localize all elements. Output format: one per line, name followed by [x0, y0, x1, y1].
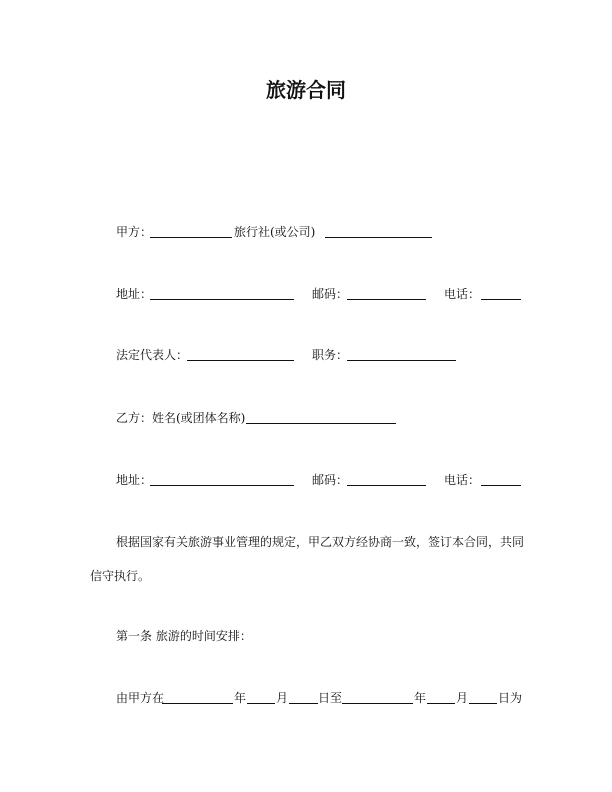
year-label: 年 — [414, 691, 427, 705]
zip-blank[interactable] — [347, 485, 426, 486]
phone-label: 电话： — [444, 287, 481, 301]
party-a-blank[interactable] — [150, 237, 232, 238]
address-blank[interactable] — [150, 485, 294, 486]
rep-blank[interactable] — [187, 360, 294, 361]
zip-blank[interactable] — [347, 299, 426, 300]
start-year-blank[interactable] — [162, 703, 233, 704]
zip-label: 邮码： — [312, 473, 349, 487]
end-month-blank[interactable] — [427, 703, 455, 704]
article1-heading: 第一条 旅游的时间安排： — [116, 629, 252, 643]
start-day-blank[interactable] — [289, 703, 318, 704]
address-label: 地址： — [116, 287, 153, 301]
start-month-blank[interactable] — [247, 703, 275, 704]
phone-label: 电话： — [444, 473, 481, 487]
phone-blank[interactable] — [481, 485, 521, 486]
party-b-label: 乙方：姓名(或团体名称) — [116, 411, 246, 425]
day-for-label: 日为 — [498, 691, 523, 705]
address-label: 地址： — [116, 473, 153, 487]
month-label: 月 — [276, 691, 289, 705]
year-label: 年 — [234, 691, 247, 705]
phone-blank[interactable] — [481, 299, 521, 300]
party-b-blank[interactable] — [246, 423, 396, 424]
position-label: 职务： — [312, 348, 349, 362]
agency-label: 旅行社(或公司) — [234, 225, 316, 239]
end-year-blank[interactable] — [342, 703, 413, 704]
party-a-label: 甲方： — [116, 225, 153, 239]
from-label: 由甲方在 — [116, 691, 165, 705]
end-day-blank[interactable] — [469, 703, 497, 704]
position-blank[interactable] — [347, 360, 456, 361]
address-blank[interactable] — [150, 299, 294, 300]
preamble-line2: 信守执行。 — [90, 569, 151, 583]
zip-label: 邮码： — [312, 287, 349, 301]
month-label: 月 — [456, 691, 469, 705]
document-title: 旅游合同 — [266, 78, 346, 102]
preamble-line1: 根据国家有关旅游事业管理的规定，甲乙双方经协商一致，签订本合同，共同 — [116, 535, 525, 549]
day-to-label: 日至 — [318, 691, 343, 705]
rep-label: 法定代表人： — [116, 348, 189, 362]
agency-blank[interactable] — [325, 237, 432, 238]
